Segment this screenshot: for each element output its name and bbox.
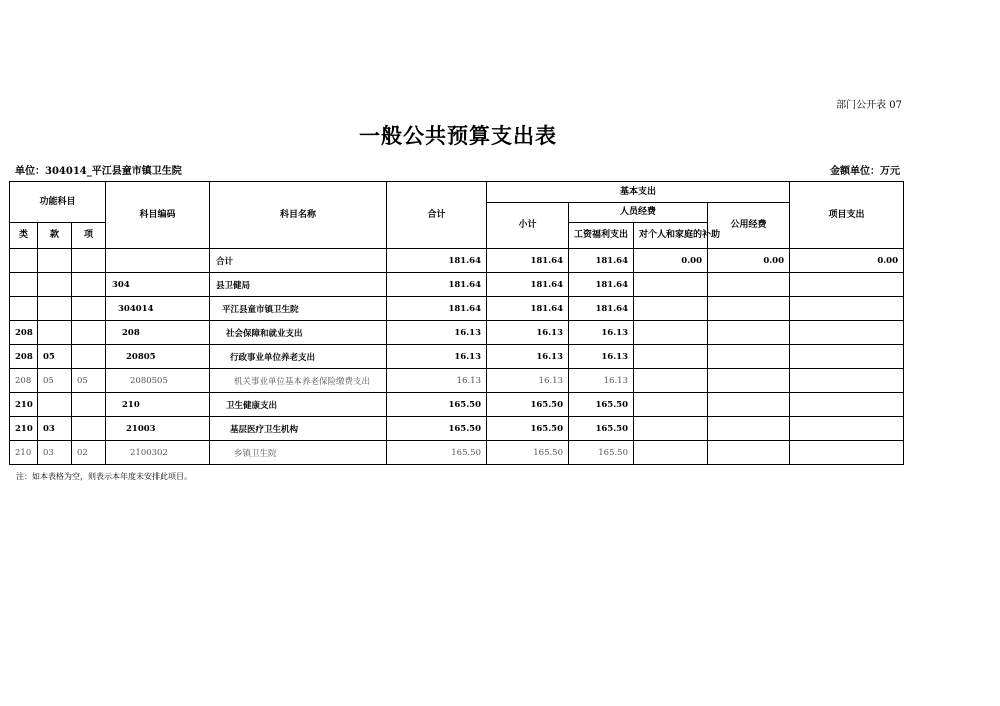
cell-subsidy bbox=[634, 273, 708, 297]
cell-code: 2080505 bbox=[106, 369, 210, 393]
cell-public bbox=[708, 321, 790, 345]
cell-wages: 181.64 bbox=[569, 249, 634, 273]
unit-label: 单位：304014_平江县童市镇卫生院 bbox=[15, 166, 182, 177]
cell-lei bbox=[10, 297, 38, 321]
cell-wages: 181.64 bbox=[569, 273, 634, 297]
cell-xiang bbox=[72, 345, 106, 369]
header-subject-name: 科目名称 bbox=[210, 182, 387, 249]
cell-project bbox=[790, 297, 904, 321]
header-wages: 工资福利支出 bbox=[569, 223, 634, 249]
cell-total: 181.64 bbox=[387, 273, 487, 297]
cell-public bbox=[708, 345, 790, 369]
cell-public bbox=[708, 297, 790, 321]
cell-subtotal: 16.13 bbox=[487, 321, 569, 345]
cell-total: 165.50 bbox=[387, 417, 487, 441]
cell-subtotal: 16.13 bbox=[487, 369, 569, 393]
header-kuan: 款 bbox=[38, 223, 72, 249]
cell-total: 16.13 bbox=[387, 345, 487, 369]
cell-public: 0.00 bbox=[708, 249, 790, 273]
cell-kuan: 03 bbox=[38, 441, 72, 465]
cell-subsidy: 0.00 bbox=[634, 249, 708, 273]
table-code: 部门公开表 07 bbox=[836, 100, 902, 111]
cell-subsidy bbox=[634, 417, 708, 441]
cell-lei: 208 bbox=[10, 345, 38, 369]
cell-code: 304 bbox=[106, 273, 210, 297]
cell-wages: 16.13 bbox=[569, 321, 634, 345]
cell-total: 16.13 bbox=[387, 369, 487, 393]
cell-total: 181.64 bbox=[387, 249, 487, 273]
cell-wages: 181.64 bbox=[569, 297, 634, 321]
cell-code: 304014 bbox=[106, 297, 210, 321]
cell-total: 16.13 bbox=[387, 321, 487, 345]
cell-subtotal: 165.50 bbox=[487, 393, 569, 417]
cell-wages: 165.50 bbox=[569, 393, 634, 417]
cell-wages: 16.13 bbox=[569, 345, 634, 369]
header-xiang: 项 bbox=[72, 223, 106, 249]
header-lei: 类 bbox=[10, 223, 38, 249]
header-basic-expenditure: 基本支出 bbox=[487, 182, 790, 203]
table-row bbox=[10, 345, 904, 369]
header-function-subject: 功能科目 bbox=[10, 182, 106, 223]
cell-xiang bbox=[72, 273, 106, 297]
table-row bbox=[10, 273, 904, 297]
cell-kuan bbox=[38, 321, 72, 345]
header-subtotal: 小计 bbox=[487, 203, 569, 249]
cell-project bbox=[790, 441, 904, 465]
cell-xiang bbox=[72, 249, 106, 273]
cell-lei: 210 bbox=[10, 441, 38, 465]
header-subsidy: 对个人和家庭的补助 bbox=[634, 223, 708, 249]
cell-lei bbox=[10, 273, 38, 297]
cell-kuan bbox=[38, 249, 72, 273]
cell-name: 乡镇卫生院 bbox=[210, 441, 387, 465]
budget-table bbox=[9, 181, 904, 465]
cell-code bbox=[106, 249, 210, 273]
cell-lei: 208 bbox=[10, 369, 38, 393]
cell-total: 181.64 bbox=[387, 297, 487, 321]
cell-total: 165.50 bbox=[387, 393, 487, 417]
header-project-expenditure: 项目支出 bbox=[790, 182, 904, 249]
cell-wages: 165.50 bbox=[569, 417, 634, 441]
cell-public bbox=[708, 417, 790, 441]
cell-kuan: 05 bbox=[38, 345, 72, 369]
cell-code: 210 bbox=[106, 393, 210, 417]
table-row bbox=[10, 441, 904, 465]
cell-public bbox=[708, 393, 790, 417]
cell-code: 208 bbox=[106, 321, 210, 345]
table-row bbox=[10, 249, 904, 273]
cell-lei: 210 bbox=[10, 393, 38, 417]
cell-project bbox=[790, 321, 904, 345]
cell-kuan: 03 bbox=[38, 417, 72, 441]
cell-subsidy bbox=[634, 369, 708, 393]
cell-subsidy bbox=[634, 297, 708, 321]
cell-subsidy bbox=[634, 321, 708, 345]
page-title: 一般公共预算支出表 bbox=[359, 123, 557, 148]
cell-public bbox=[708, 369, 790, 393]
cell-kuan bbox=[38, 297, 72, 321]
cell-wages: 16.13 bbox=[569, 369, 634, 393]
cell-name: 县卫健局 bbox=[210, 273, 387, 297]
cell-xiang bbox=[72, 321, 106, 345]
table-row bbox=[10, 321, 904, 345]
cell-code: 21003 bbox=[106, 417, 210, 441]
cell-kuan: 05 bbox=[38, 369, 72, 393]
cell-name: 机关事业单位基本养老保险缴费支出 bbox=[210, 369, 387, 393]
cell-lei: 210 bbox=[10, 417, 38, 441]
cell-xiang: 05 bbox=[72, 369, 106, 393]
header-total: 合计 bbox=[387, 182, 487, 249]
cell-xiang: 02 bbox=[72, 441, 106, 465]
cell-project bbox=[790, 393, 904, 417]
cell-project bbox=[790, 345, 904, 369]
table-row bbox=[10, 369, 904, 393]
cell-code: 20805 bbox=[106, 345, 210, 369]
cell-name: 基层医疗卫生机构 bbox=[210, 417, 387, 441]
header-public-funds: 公用经费 bbox=[708, 203, 790, 249]
cell-public bbox=[708, 441, 790, 465]
amount-unit-label: 金额单位：万元 bbox=[830, 166, 900, 177]
cell-project bbox=[790, 417, 904, 441]
header-personnel: 人员经费 bbox=[569, 203, 708, 223]
cell-subsidy bbox=[634, 345, 708, 369]
cell-name: 卫生健康支出 bbox=[210, 393, 387, 417]
cell-kuan bbox=[38, 393, 72, 417]
footnote: 注：如本表格为空，则表示本年度未安排此项目。 bbox=[16, 472, 192, 481]
cell-name: 合计 bbox=[210, 249, 387, 273]
cell-subtotal: 181.64 bbox=[487, 273, 569, 297]
cell-wages: 165.50 bbox=[569, 441, 634, 465]
cell-lei bbox=[10, 249, 38, 273]
cell-subtotal: 181.64 bbox=[487, 249, 569, 273]
cell-lei: 208 bbox=[10, 321, 38, 345]
cell-public bbox=[708, 273, 790, 297]
header-subject-code: 科目编码 bbox=[106, 182, 210, 249]
cell-kuan bbox=[38, 273, 72, 297]
table-row bbox=[10, 417, 904, 441]
cell-name: 平江县童市镇卫生院 bbox=[210, 297, 387, 321]
cell-name: 社会保障和就业支出 bbox=[210, 321, 387, 345]
cell-xiang bbox=[72, 417, 106, 441]
cell-subsidy bbox=[634, 393, 708, 417]
cell-xiang bbox=[72, 297, 106, 321]
cell-subsidy bbox=[634, 441, 708, 465]
cell-xiang bbox=[72, 393, 106, 417]
cell-project bbox=[790, 369, 904, 393]
cell-subtotal: 181.64 bbox=[487, 297, 569, 321]
cell-total: 165.50 bbox=[387, 441, 487, 465]
cell-code: 2100302 bbox=[106, 441, 210, 465]
cell-subtotal: 165.50 bbox=[487, 417, 569, 441]
cell-subtotal: 16.13 bbox=[487, 345, 569, 369]
table-row bbox=[10, 297, 904, 321]
table-row bbox=[10, 393, 904, 417]
cell-name: 行政事业单位养老支出 bbox=[210, 345, 387, 369]
cell-project: 0.00 bbox=[790, 249, 904, 273]
cell-project bbox=[790, 273, 904, 297]
cell-subtotal: 165.50 bbox=[487, 441, 569, 465]
